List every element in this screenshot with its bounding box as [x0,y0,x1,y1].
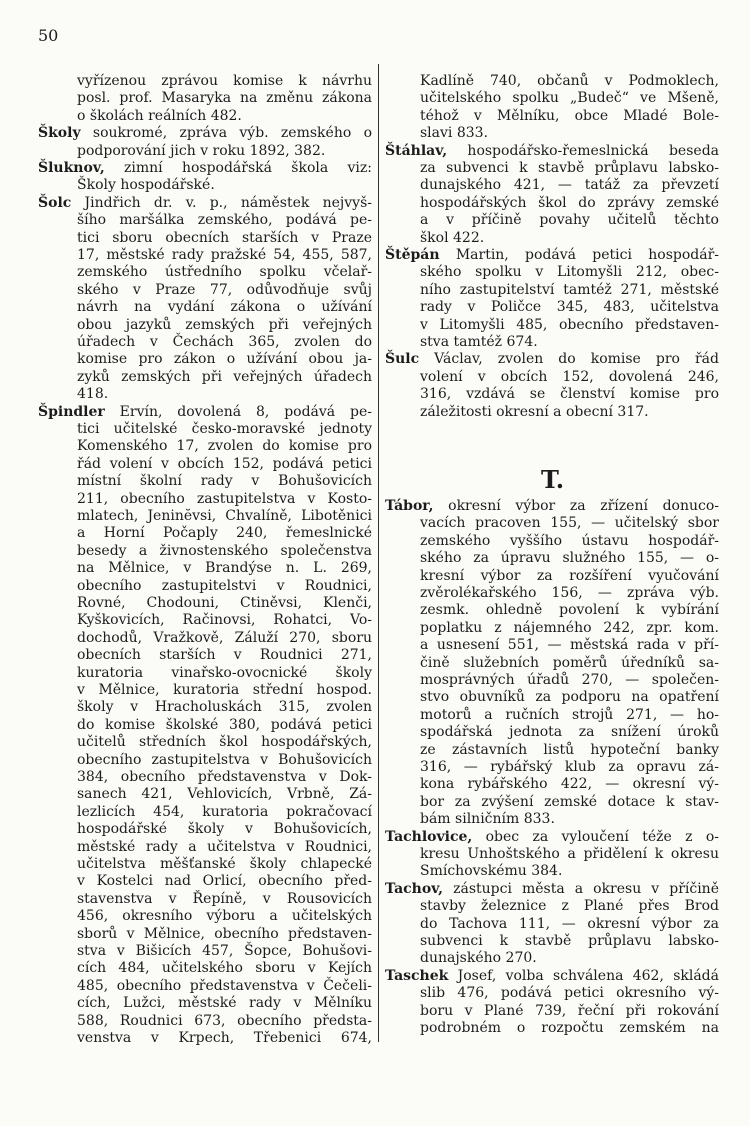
entry-line: Komenského 17, zvolen do komise pro [77,438,372,455]
entry-line: venstva v Krpech, Třebenici 674, [77,1030,372,1046]
entry-line: vyřízenou zprávou komise k návrhu [77,73,372,89]
entry-line: slib 476, podává petici okresního vý- [420,985,719,1002]
entry-line: ního zastupitelství tamtéž 271, městské [420,281,719,298]
entry-headword: Tachov, [385,880,444,897]
entry-text: zimní hospodářská škola viz: [104,160,372,176]
entry-line: dochodů, Vražkově, Záluží 270, sboru [77,629,372,646]
entry-line: cích, Lužci, městské rady v Mělníku [77,995,372,1012]
entry-line: úřadech v Čechách 365, zvolen do [77,334,372,350]
index-entry-headline [38,404,372,421]
entry-line: zyků zemských při veřejných úřadech [77,368,372,385]
entry-headword: Šolc [38,194,72,211]
entry-line: za subvenci k stavbě průplavu labsko- [420,160,719,176]
entry-line: v Mělnice, kuratoria střední hospod. [77,682,372,698]
entry-line: 588, Roudnici 673, obecního předsta- [77,1012,372,1029]
entry-line: stva v Bišicích 457, Šopce, Bohušovi- [77,943,372,959]
entry-line: besedy a živnostenského společenstva [77,542,372,559]
entry-text: okresní výbor za zřízení donuco- [433,498,719,514]
entry-line: a Horní Počaply 240, řemeslnické [77,525,372,542]
entry-line: podrobném o rozpočtu zemském na [420,1020,719,1036]
entry-line: cích 484, učitelského sboru v Kejích [77,960,372,977]
entry-text: Václav, zvolen do komise pro řád [419,351,719,368]
page-number: 50 [38,26,59,45]
entry-line: v Kostelci nad Orlicí, obecního před- [77,873,372,890]
entry-line: hospodářské školy v Bohušovicích, [77,821,372,838]
entry-line: sanech 421, Vehlovicích, Vrbně, Zá- [77,786,372,803]
entry-line: zemského ústředního spolku včelař- [77,264,372,281]
entry-line: 316, — rybářský klub za opravu zá- [420,759,719,775]
entry-text: soukromé, zpráva výb. zemského o [80,125,372,142]
entry-line: tici učitelské česko-moravské jednoty [77,421,372,437]
entry-line: sborů v Mělnice, obecního představen- [77,925,372,942]
entry-line: Kadlíně 740, občanů v Podmoklech, [420,73,719,89]
entry-line: městské rady a učitelstva v Roudnici, [77,838,372,855]
entry-line: 17, městské rady pražské 54, 455, 587, [77,247,372,263]
entry-line: poplatku z nájemného 242, zpr. kom. [420,619,719,636]
entry-line: do Tachova 111, — okresní výbor za [420,915,719,932]
entry-line: ského spolku v Litomyšli 212, obec- [420,264,719,281]
index-entry-headline [38,125,372,142]
section-heading: T. [540,465,565,494]
entry-line: obou jazyků zemských při veřejných [77,316,372,333]
entry-headword: Tábor, [385,498,434,514]
entry-line: a v příčině povahy učitelů těchto [420,212,719,229]
entry-text: Josef, volba schválena 462, skládá [448,967,719,984]
entry-text: zástupci města a okresu v příčině [443,880,719,897]
entry-line: učitelů středních škol hospodářských, [77,734,372,751]
entry-line: 418. [77,386,109,403]
entry-text: Martin, podává petici hospodář- [439,247,719,263]
entry-line: místní školní rady v Bohušovicích [77,473,372,490]
entry-line: motorů a ručních strojů 271, — ho- [420,706,719,723]
entry-text: obec za vyloučení téže z o- [472,828,719,845]
index-entry-headline [385,829,719,846]
entry-line: stvo obuvníků za podporu na opatření [420,689,719,706]
entry-line: Školy hospodářské. [77,177,215,194]
entry-headword: Šluknov, [38,160,105,176]
entry-line: obecních starších v Roudnici 271, [77,647,372,664]
entry-line: stavby železnice z Plané přes Brod [420,898,719,915]
index-entry-headline [385,498,719,515]
column-divider [378,64,379,1042]
entry-line: řád volení v obcích 152, podává petici [77,455,372,472]
index-entry-headline [385,247,719,264]
entry-line: učitelského spolku „Budeč“ ve Mšeně, [420,90,719,107]
entry-line: podporování jich v roku 1892, 382. [77,142,326,159]
entry-line: 384, obecního představenstva v Dok- [77,769,372,785]
entry-line: slavi 833. [420,125,489,142]
entry-line: volení v obcích 152, dovolená 246, [420,368,719,385]
index-entry-headline [385,351,719,368]
entry-headword: Štáhlav, [385,142,448,159]
entry-line: obecního zastupitelstva v Bohušovicích [77,751,372,768]
entry-line: škol 422. [420,229,485,246]
index-entry-headline [385,143,719,160]
entry-line: čině služebních poměrů úředníků sa- [420,654,719,671]
entry-line: šího maršálka zemského, podává pe- [77,212,372,229]
entry-line: vacích pracoven 155, — učitelský sbor [420,515,719,532]
entry-line: Smíchovskému 384. [420,863,563,880]
entry-line: rady v Poličce 345, 483, učitelstva [420,299,719,316]
entry-headword: Štěpán [385,247,440,263]
entry-line: záležitosti okresní a obecní 317. [420,403,649,420]
index-entry-headline [385,881,719,898]
entry-line: kresní výbor za rozšíření vyučování [420,567,719,584]
entry-line: hospodářských škol do zprávy zemské [420,194,719,211]
entry-line: kuratoria vinařsko-ovocnické školy [77,664,372,681]
entry-line: ze zástavních listů hypoteční banky [420,741,719,758]
entry-line: dunajského 270. [420,950,537,967]
entry-line: ského za úpravu služného 155, — o- [420,550,719,567]
entry-line: tici sboru obecních starších v Praze [77,229,372,246]
entry-line: 316, vzdává se členství komise pro [420,386,719,403]
entry-line: Rovné, Chodouni, Ctiněvsi, Klenči, [77,595,372,611]
entry-line: boru v Plané 739, řeční při rokování [420,1002,719,1019]
entry-line: 456, okresního výboru a učitelských [77,908,372,925]
entry-line: učitelstva měšťanské školy chlapecké [77,856,372,872]
entry-text: Ervín, dovolená 8, podává pe- [104,403,372,420]
entry-line: a usnesení 551, — městská rada v pří- [420,637,719,654]
entry-line: obecního zastupitelstvi v Roudnici, [77,577,372,594]
entry-line: kresu Unhoštského a přidělení k okresu [420,846,719,862]
entry-line: 211, obecního zastupitelstva v Kosto- [77,490,372,507]
entry-headword: Tachlovice, [385,828,473,845]
entry-line: mosprávných úřadů 270, — společen- [420,672,719,688]
entry-line: kona rybářského 422, — okresní vý- [420,776,719,793]
entry-line: návrh na vydání zákona o užívání [77,299,372,316]
entry-line: téhož v Mělníku, obce Mladé Bole- [420,107,719,124]
entry-line: stavenstva v Řepíně, v Rousovicích [77,890,372,907]
index-entry-headline [38,195,372,212]
entry-headword: Školy [38,125,81,142]
entry-headword: Taschek [385,967,449,984]
entry-line: v Litomyšli 485, obecního představen- [420,316,719,333]
entry-text: Jindřich dr. v. p., náměstek nejvyš- [71,194,372,211]
entry-line: spodářská jednota za snížení úroků [420,724,719,741]
entry-line: bor za zvýšení zemské dotace k stav- [420,793,719,810]
entry-line: mlatech, Jeninĕvsi, Chvalíně, Libotěnici [77,508,372,524]
index-entry-headline [38,160,372,177]
entry-line: o školách reálních 482. [77,107,242,124]
entry-headword: Šulc [385,351,420,368]
entry-line: školy v Hracholuskách 315, zvolen [77,699,372,716]
entry-line: 485, obecního představenstva v Čečeli- [77,977,372,994]
entry-line: dunajského 421, — tatáž za převzetí [420,177,719,194]
entry-line: do komise školské 380, podává petici [77,716,372,733]
entry-line: subvenci k stavbě průplavu labsko- [420,933,719,949]
entry-line: zemského vyššího ústavu hospodář- [420,532,719,549]
entry-line: bám silničním 833. [420,811,555,828]
index-entry-headline [385,968,719,985]
entry-headword: Špindler [38,403,105,420]
entry-line: komise pro zákon o užívání obou ja- [77,351,372,368]
entry-line: na Mělnice, v Brandýse n. L. 269, [77,560,372,577]
entry-line: ského v Praze 77, odůvodňuje svůj [77,281,372,298]
entry-line: stva tamtéž 674. [420,334,538,350]
entry-line: Kyškovicích, Račinovsi, Rohatci, Vo- [77,612,372,629]
entry-line: zvěrolékařského 156, — zpráva výb. [420,585,719,601]
entry-line: posl. prof. Masaryka na změnu zákona [77,90,372,107]
entry-line: zesmk. ohledně povolení k vybírání [420,602,719,619]
entry-line: lezlicích 454, kuratoria pokračovací [77,803,372,820]
entry-text: hospodářsko-řemeslnická beseda [447,142,719,159]
